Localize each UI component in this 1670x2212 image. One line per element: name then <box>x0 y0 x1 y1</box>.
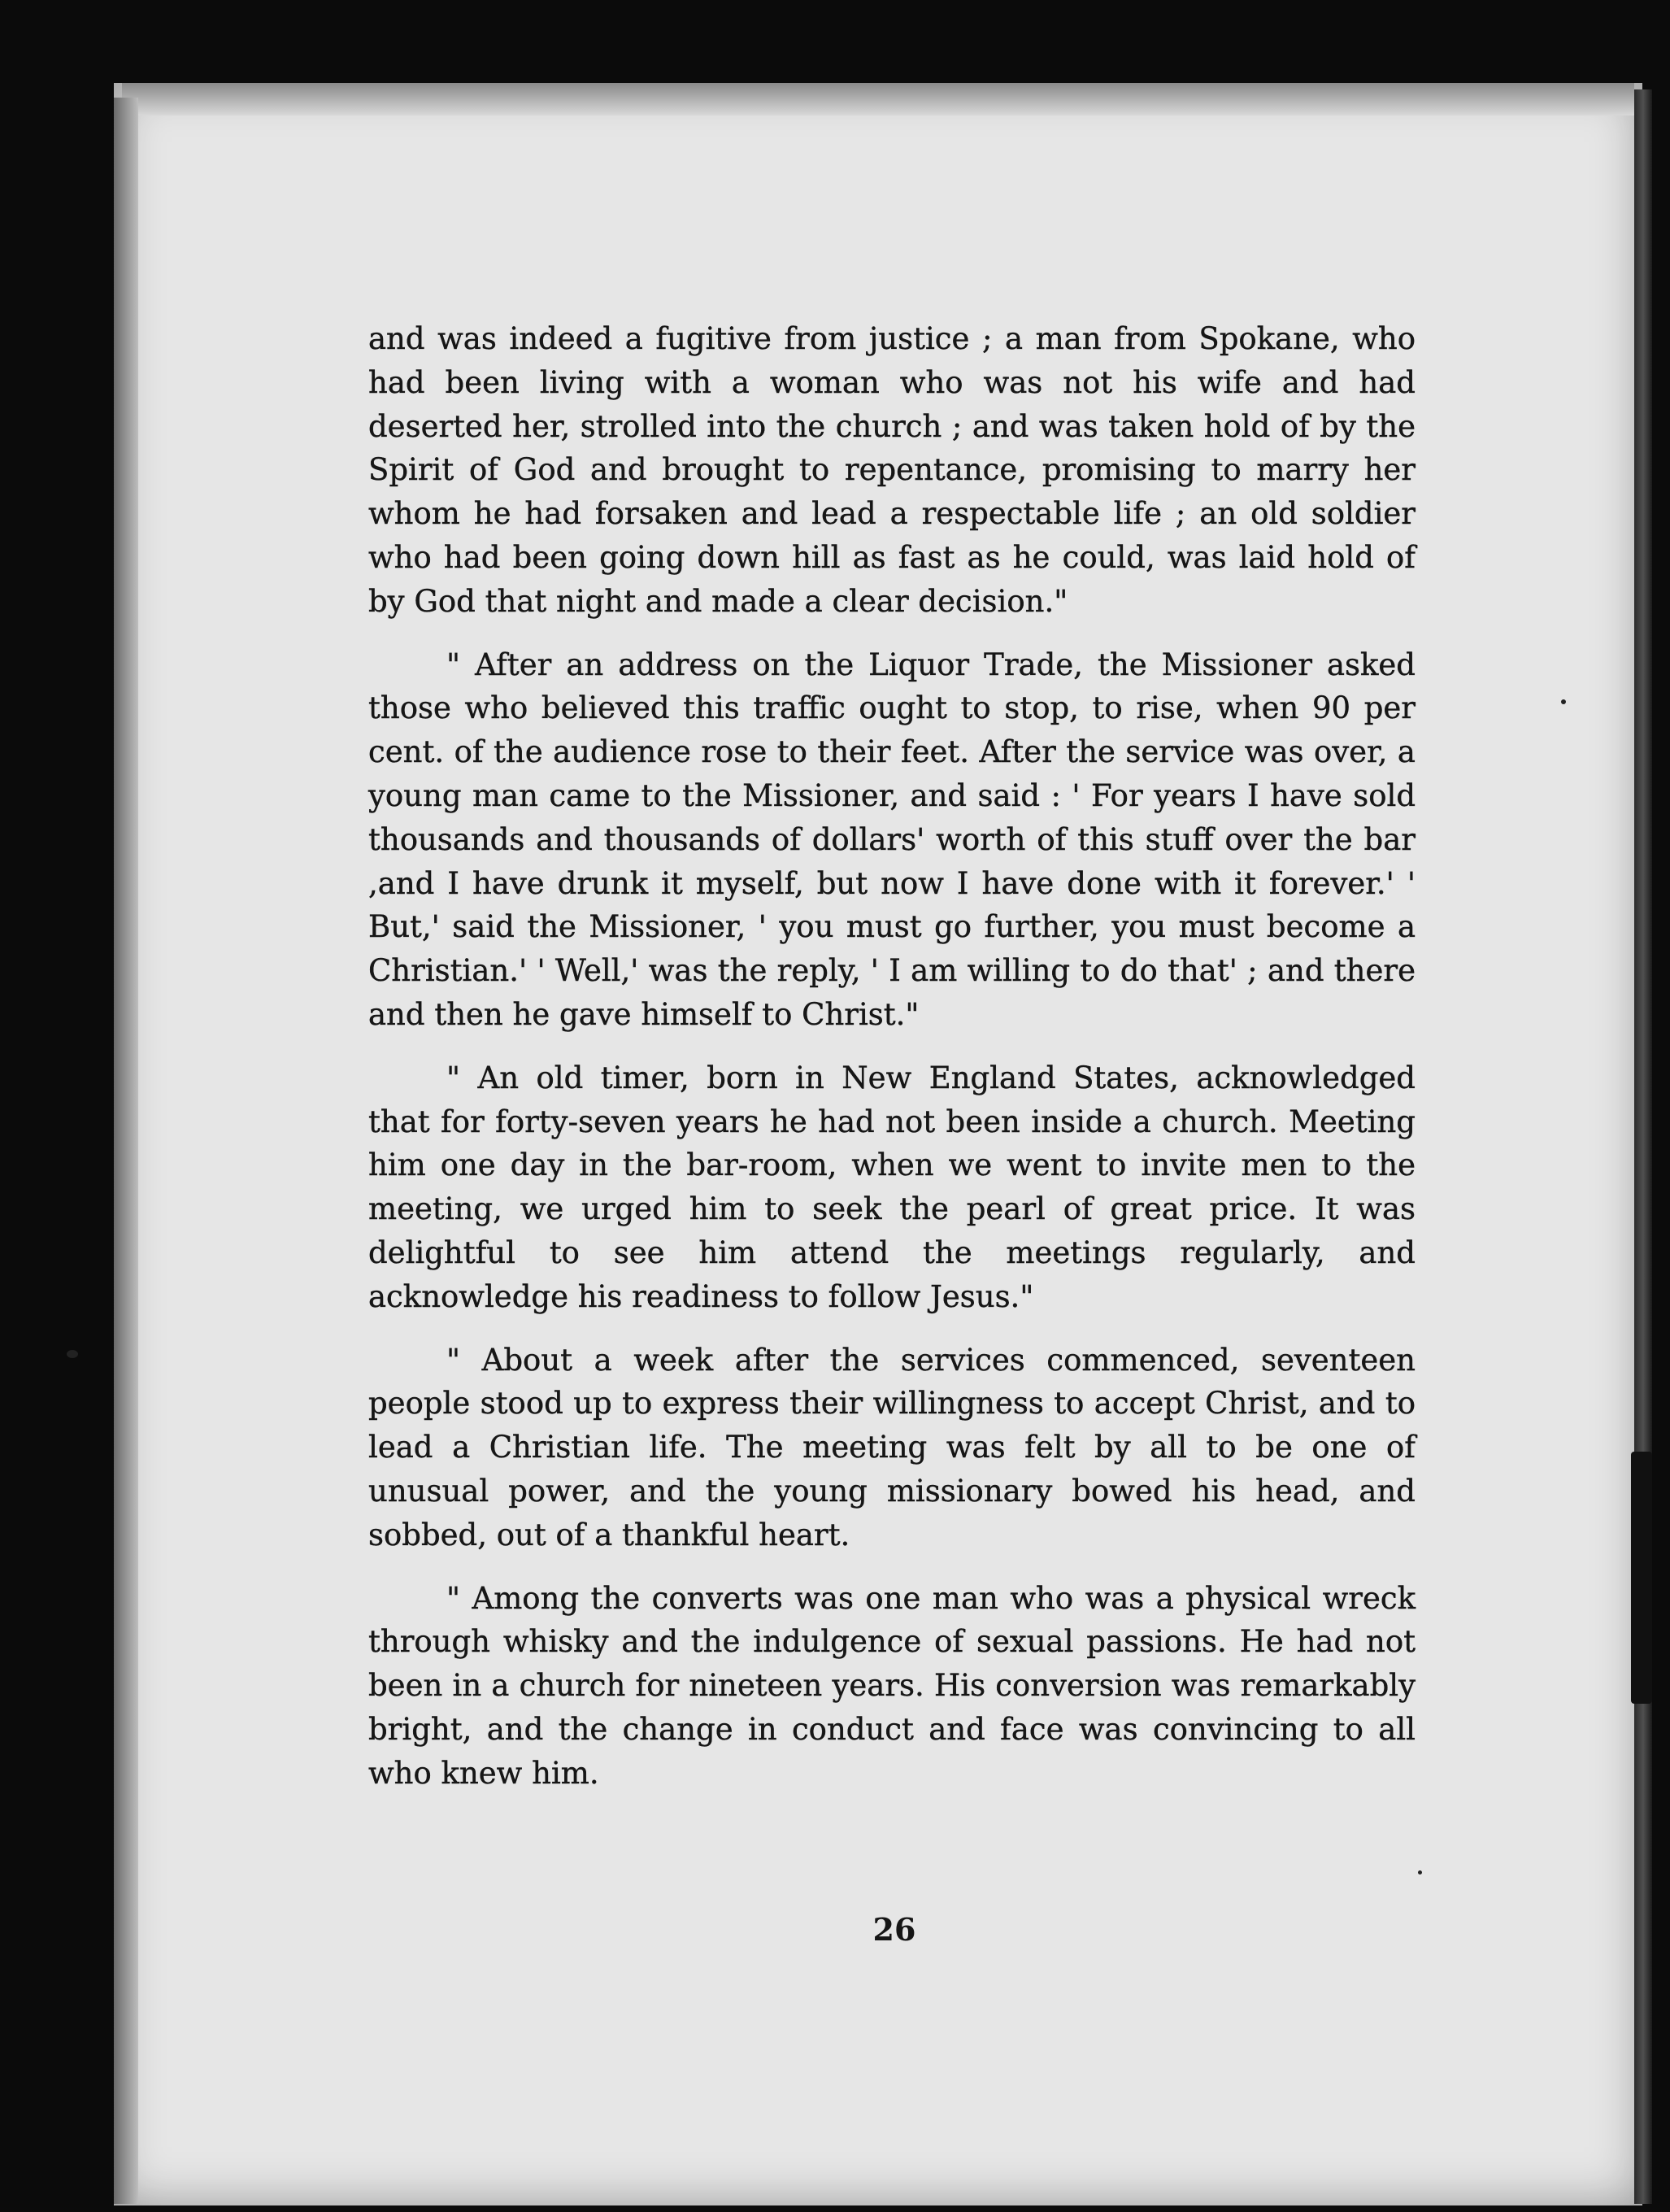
page-left-edge <box>114 98 138 2204</box>
dust-speck <box>1418 1870 1422 1875</box>
dust-speck <box>1561 699 1566 704</box>
body-text <box>368 317 1416 1815</box>
binding-clip <box>1631 1452 1652 1704</box>
paragraph: " About a week after the services commenced, seventeen people stood up to express their willingness to accept Christ, and to lead a Christian life. The meeting was felt by all to be one of unusual power, and the young missionary bowed his head, and sobbed, out of a thankful heart. <box>368 1342 1416 1552</box>
page-top-edge <box>122 83 1634 115</box>
paragraph: " An old timer, born in New England States, acknowledged that for forty-seven years he had not been inside a church. Meeting him one day in the bar-room, when we went to invite men to the meeting, we urged him to seek the pearl of great price. It was delightful to see him attend the meetings regularly, and acknowledge his readiness to follow Jesus." <box>368 1060 1416 1314</box>
paragraph: " Among the converts was one man who was a physical wreck through whisky and the indulgence of sexual passions. He had not been in a church for nineteen years. His conversion was remarkably bright, and the change in conduct and face was convincing to all who knew him. <box>368 1580 1416 1791</box>
paragraph: and was indeed a fugitive from justice ; a man from Spokane, who had been living with a woman who was not his wife and had deserted her, strolled into the church ; and was taken hold of by the Spirit of God and brought to repentance, promising to marry her whom he had forsaken and lead a respectable life ; an old soldier who had been going down hill as fast as he could, was laid hold of by God that night and made a clear decision." <box>368 321 1416 619</box>
paragraph: " After an address on the Liquor Trade, the Missioner asked those who believed this traffic ought to stop, to rise, when 90 per cent. of the audience rose to their feet. After the service was over, a young man came to the Missioner, and said : ' For years I have sold thousands and thousands of dollars' worth of this stuff over the bar ,and I have drunk it myself, but now I have done with it forever.' ' But,' said the Missioner, ' you must go further, you must become a Christian.' ' Well,' was the reply, ' I am willing to do that' ; and there and then he gave himself to Christ." <box>368 647 1416 1032</box>
page-number: 26 <box>872 1911 916 1948</box>
book-spine <box>1634 89 1652 2204</box>
dust-speck <box>67 1350 78 1358</box>
